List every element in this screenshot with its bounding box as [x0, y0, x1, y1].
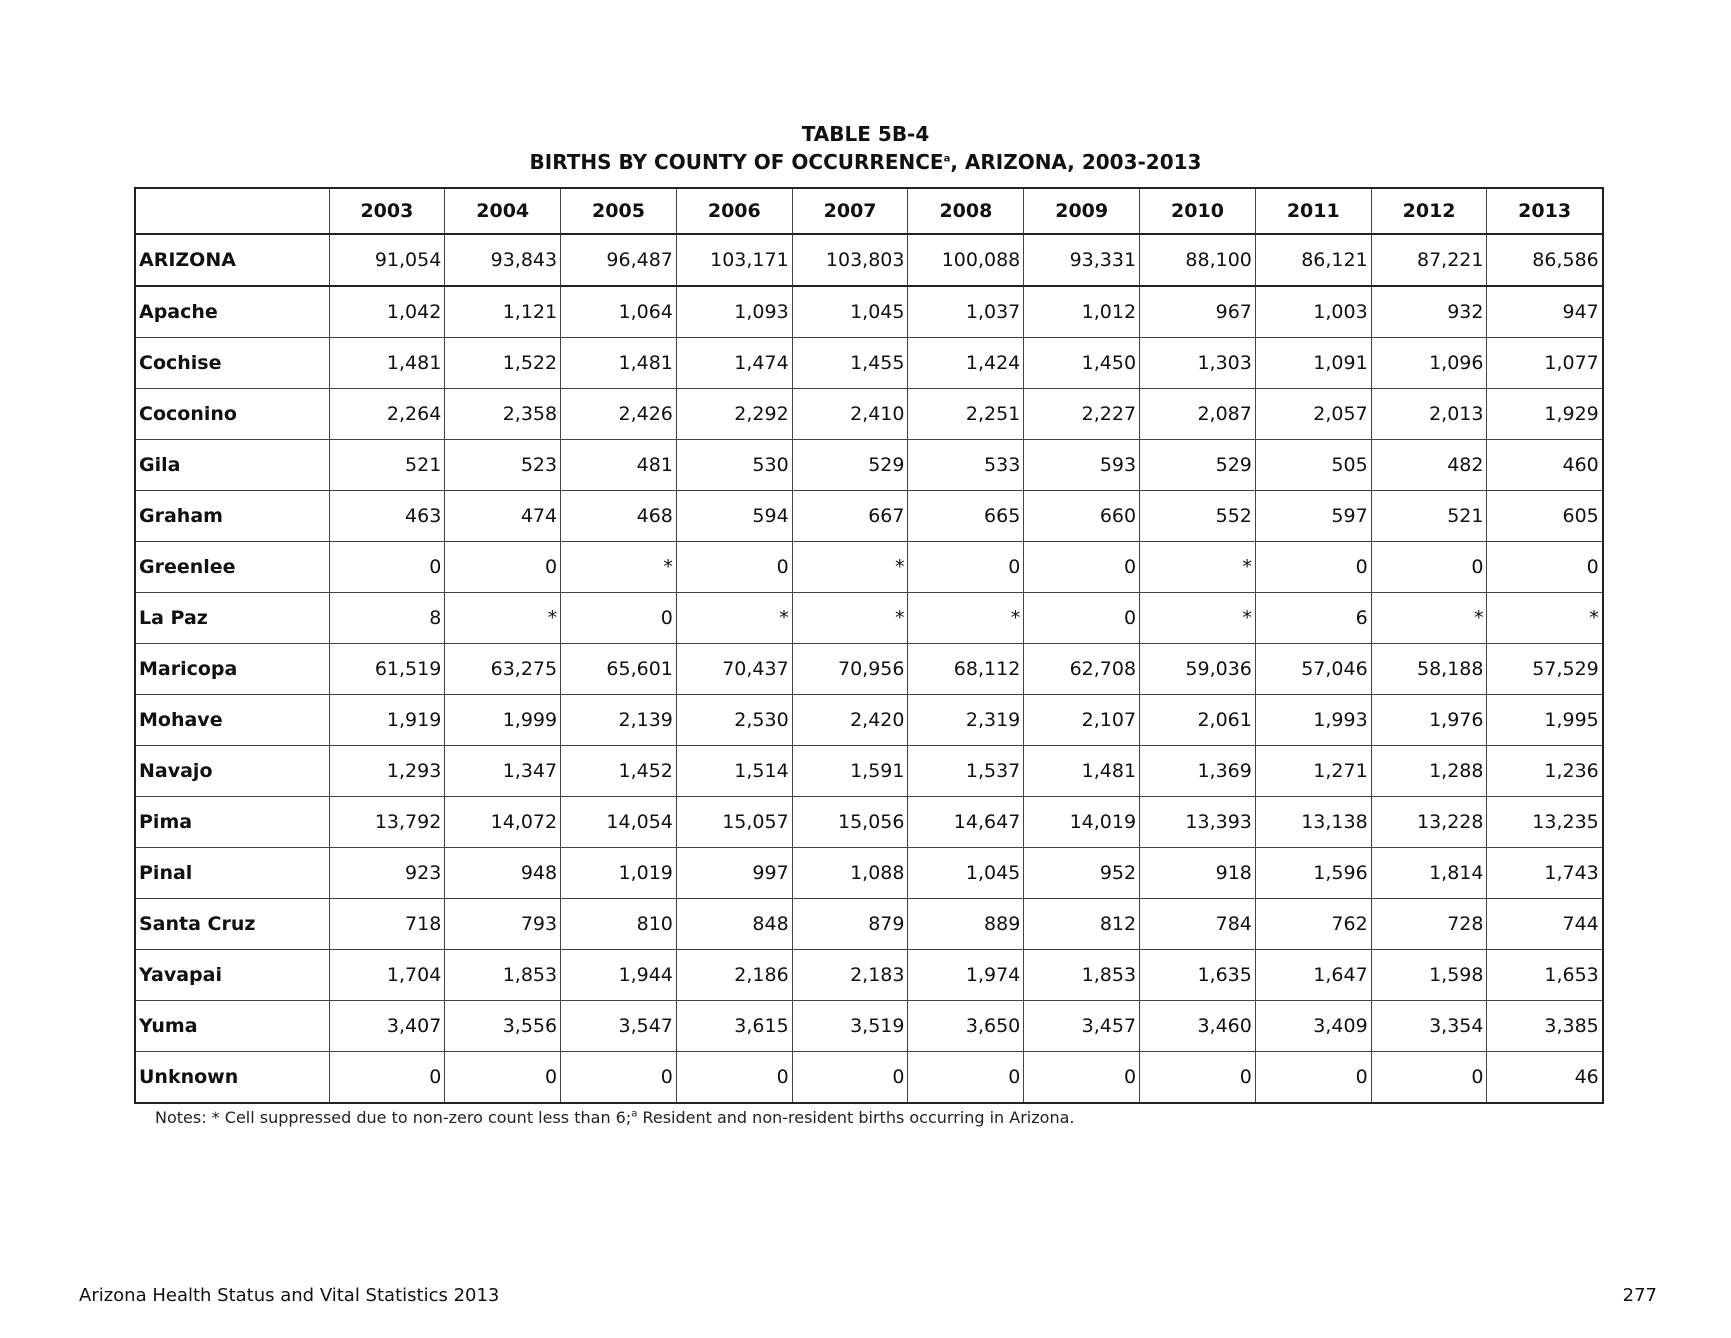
births-table — [134, 187, 1604, 1104]
birth-count-cell: 1,993 — [1255, 695, 1371, 746]
county-name: Cochise — [135, 338, 329, 389]
birth-count-cell: 1,995 — [1487, 695, 1603, 746]
county-name: Pima — [135, 797, 329, 848]
birth-count-cell: 0 — [1487, 542, 1603, 593]
birth-count-cell: 3,457 — [1024, 1001, 1140, 1052]
birth-count-cell: 597 — [1255, 491, 1371, 542]
birth-count-cell: 1,455 — [792, 338, 908, 389]
birth-count-cell: 0 — [1371, 1052, 1487, 1104]
birth-count-cell: 15,057 — [676, 797, 792, 848]
column-header-year: 2003 — [329, 188, 445, 234]
birth-count-cell: 96,487 — [561, 234, 677, 286]
birth-count-cell: 0 — [676, 1052, 792, 1104]
column-header-year: 2007 — [792, 188, 908, 234]
table-row — [135, 542, 1603, 593]
birth-count-cell: 1,037 — [908, 286, 1024, 338]
birth-count-cell: 594 — [676, 491, 792, 542]
caption-footnote-marker: a — [943, 153, 951, 165]
county-name: Coconino — [135, 389, 329, 440]
county-name: Greenlee — [135, 542, 329, 593]
birth-count-cell: 728 — [1371, 899, 1487, 950]
birth-count-cell: 1,303 — [1140, 338, 1256, 389]
birth-count-cell: 1,481 — [561, 338, 677, 389]
birth-count-cell: 1,369 — [1140, 746, 1256, 797]
county-name: Navajo — [135, 746, 329, 797]
birth-count-cell: 57,529 — [1487, 644, 1603, 695]
birth-count-cell: 70,956 — [792, 644, 908, 695]
birth-count-cell: 1,596 — [1255, 848, 1371, 899]
birth-count-cell: 13,228 — [1371, 797, 1487, 848]
table-row — [135, 338, 1603, 389]
birth-count-cell: 13,792 — [329, 797, 445, 848]
birth-count-cell: 1,042 — [329, 286, 445, 338]
state-label: ARIZONA — [135, 234, 329, 286]
birth-count-cell: 848 — [676, 899, 792, 950]
birth-count-cell: 62,708 — [1024, 644, 1140, 695]
birth-count-cell: 2,319 — [908, 695, 1024, 746]
birth-count-cell: 46 — [1487, 1052, 1603, 1104]
birth-count-cell: 0 — [445, 542, 561, 593]
birth-count-cell: 0 — [1255, 542, 1371, 593]
birth-count-cell: 1,093 — [676, 286, 792, 338]
birth-count-cell: * — [792, 542, 908, 593]
birth-count-cell: 2,183 — [792, 950, 908, 1001]
birth-count-cell: * — [1140, 542, 1256, 593]
birth-count-cell: 14,072 — [445, 797, 561, 848]
notes-text: Notes: * Cell suppressed due to non-zero count less than 6; — [155, 1108, 632, 1127]
birth-count-cell: 1,653 — [1487, 950, 1603, 1001]
column-header-year: 2010 — [1140, 188, 1256, 234]
birth-count-cell: 529 — [1140, 440, 1256, 491]
birth-count-cell: 1,064 — [561, 286, 677, 338]
corner-cell — [135, 188, 329, 234]
footer-publication: Arizona Health Status and Vital Statistics 2013 — [79, 1285, 500, 1306]
birth-count-cell: * — [792, 593, 908, 644]
birth-count-cell: 810 — [561, 899, 677, 950]
column-header-year: 2008 — [908, 188, 1024, 234]
birth-count-cell: 0 — [1024, 1052, 1140, 1104]
birth-count-cell: 58,188 — [1371, 644, 1487, 695]
birth-count-cell: 0 — [908, 1052, 1024, 1104]
birth-count-cell: 1,003 — [1255, 286, 1371, 338]
column-header-year: 2009 — [1024, 188, 1140, 234]
table-row — [135, 848, 1603, 899]
birth-count-cell: 1,974 — [908, 950, 1024, 1001]
birth-count-cell: 1,450 — [1024, 338, 1140, 389]
birth-count-cell: 1,919 — [329, 695, 445, 746]
birth-count-cell: 93,331 — [1024, 234, 1140, 286]
table-caption — [0, 148, 1731, 176]
column-header-year: 2011 — [1255, 188, 1371, 234]
birth-count-cell: 1,019 — [561, 848, 677, 899]
county-name: Mohave — [135, 695, 329, 746]
birth-count-cell: 2,061 — [1140, 695, 1256, 746]
birth-count-cell: 1,944 — [561, 950, 677, 1001]
table-row — [135, 491, 1603, 542]
birth-count-cell: 3,547 — [561, 1001, 677, 1052]
birth-count-cell: 952 — [1024, 848, 1140, 899]
birth-count-cell: 0 — [329, 1052, 445, 1104]
birth-count-cell: 1,976 — [1371, 695, 1487, 746]
birth-count-cell: * — [1371, 593, 1487, 644]
birth-count-cell: 463 — [329, 491, 445, 542]
birth-count-cell: 0 — [676, 542, 792, 593]
birth-count-cell: 57,046 — [1255, 644, 1371, 695]
birth-count-cell: 997 — [676, 848, 792, 899]
table-row — [135, 644, 1603, 695]
birth-count-cell: 793 — [445, 899, 561, 950]
birth-count-cell: 1,121 — [445, 286, 561, 338]
column-header-year: 2005 — [561, 188, 677, 234]
table-row — [135, 1052, 1603, 1104]
birth-count-cell: 2,251 — [908, 389, 1024, 440]
birth-count-cell: 1,045 — [792, 286, 908, 338]
table-body — [135, 234, 1603, 1103]
birth-count-cell: 2,292 — [676, 389, 792, 440]
birth-count-cell: 552 — [1140, 491, 1256, 542]
birth-count-cell: 2,057 — [1255, 389, 1371, 440]
birth-count-cell: 3,556 — [445, 1001, 561, 1052]
birth-count-cell: * — [908, 593, 1024, 644]
birth-count-cell: 2,186 — [676, 950, 792, 1001]
county-name: Pinal — [135, 848, 329, 899]
birth-count-cell: 3,354 — [1371, 1001, 1487, 1052]
table-row — [135, 950, 1603, 1001]
birth-count-cell: 948 — [445, 848, 561, 899]
birth-count-cell: 468 — [561, 491, 677, 542]
state-total-row — [135, 234, 1603, 286]
birth-count-cell: 1,598 — [1371, 950, 1487, 1001]
birth-count-cell: 2,410 — [792, 389, 908, 440]
birth-count-cell: 3,460 — [1140, 1001, 1256, 1052]
column-header-year: 2004 — [445, 188, 561, 234]
county-name: Unknown — [135, 1052, 329, 1104]
birth-count-cell: 59,036 — [1140, 644, 1256, 695]
birth-count-cell: 87,221 — [1371, 234, 1487, 286]
birth-count-cell: 86,121 — [1255, 234, 1371, 286]
birth-count-cell: 0 — [1371, 542, 1487, 593]
birth-count-cell: 0 — [445, 1052, 561, 1104]
birth-count-cell: 1,481 — [1024, 746, 1140, 797]
birth-count-cell: 63,275 — [445, 644, 561, 695]
birth-count-cell: 967 — [1140, 286, 1256, 338]
notes-text-2: Resident and non-resident births occurring in Arizona. — [637, 1108, 1075, 1127]
birth-count-cell: 744 — [1487, 899, 1603, 950]
birth-count-cell: 13,235 — [1487, 797, 1603, 848]
birth-count-cell: 1,474 — [676, 338, 792, 389]
table-row — [135, 389, 1603, 440]
birth-count-cell: 61,519 — [329, 644, 445, 695]
birth-count-cell: 2,358 — [445, 389, 561, 440]
birth-count-cell: 0 — [792, 1052, 908, 1104]
table-row — [135, 899, 1603, 950]
birth-count-cell: 3,409 — [1255, 1001, 1371, 1052]
column-header-year: 2012 — [1371, 188, 1487, 234]
birth-count-cell: 93,843 — [445, 234, 561, 286]
birth-count-cell: 2,227 — [1024, 389, 1140, 440]
birth-count-cell: * — [445, 593, 561, 644]
birth-count-cell: 1,522 — [445, 338, 561, 389]
birth-count-cell: 0 — [561, 1052, 677, 1104]
birth-count-cell: 68,112 — [908, 644, 1024, 695]
table-row — [135, 440, 1603, 491]
birth-count-cell: 14,647 — [908, 797, 1024, 848]
birth-count-cell: 3,615 — [676, 1001, 792, 1052]
birth-count-cell: 474 — [445, 491, 561, 542]
birth-count-cell: 13,393 — [1140, 797, 1256, 848]
birth-count-cell: 1,347 — [445, 746, 561, 797]
birth-count-cell: * — [676, 593, 792, 644]
header-row — [135, 188, 1603, 234]
birth-count-cell: 1,635 — [1140, 950, 1256, 1001]
birth-count-cell: 91,054 — [329, 234, 445, 286]
birth-count-cell: 1,647 — [1255, 950, 1371, 1001]
county-name: Yuma — [135, 1001, 329, 1052]
county-name: Yavapai — [135, 950, 329, 1001]
birth-count-cell: 889 — [908, 899, 1024, 950]
table-row — [135, 746, 1603, 797]
caption-suffix: , ARIZONA, 2003-2013 — [950, 150, 1202, 174]
birth-count-cell: 103,803 — [792, 234, 908, 286]
birth-count-cell: 1,481 — [329, 338, 445, 389]
birth-count-cell: 530 — [676, 440, 792, 491]
birth-count-cell: 3,407 — [329, 1001, 445, 1052]
birth-count-cell: 667 — [792, 491, 908, 542]
table-notes — [155, 1108, 1074, 1127]
birth-count-cell: 2,264 — [329, 389, 445, 440]
birth-count-cell: 523 — [445, 440, 561, 491]
birth-count-cell: 103,171 — [676, 234, 792, 286]
birth-count-cell: 521 — [329, 440, 445, 491]
birth-count-cell: 8 — [329, 593, 445, 644]
birth-count-cell: 1,077 — [1487, 338, 1603, 389]
birth-count-cell: 1,452 — [561, 746, 677, 797]
birth-count-cell: 1,537 — [908, 746, 1024, 797]
birth-count-cell: 784 — [1140, 899, 1256, 950]
birth-count-cell: 1,293 — [329, 746, 445, 797]
birth-count-cell: * — [1140, 593, 1256, 644]
birth-count-cell: 481 — [561, 440, 677, 491]
table-row — [135, 593, 1603, 644]
birth-count-cell: 0 — [1024, 593, 1140, 644]
birth-count-cell: 1,853 — [1024, 950, 1140, 1001]
county-name: Santa Cruz — [135, 899, 329, 950]
birth-count-cell: 605 — [1487, 491, 1603, 542]
birth-count-cell: * — [561, 542, 677, 593]
birth-count-cell: 1,514 — [676, 746, 792, 797]
birth-count-cell: 86,586 — [1487, 234, 1603, 286]
birth-count-cell: 1,091 — [1255, 338, 1371, 389]
birth-count-cell: 2,530 — [676, 695, 792, 746]
birth-count-cell: 1,743 — [1487, 848, 1603, 899]
birth-count-cell: 460 — [1487, 440, 1603, 491]
birth-count-cell: 521 — [1371, 491, 1487, 542]
birth-count-cell: 0 — [561, 593, 677, 644]
caption-main: BIRTHS BY COUNTY OF OCCURRENCE — [529, 150, 944, 174]
birth-count-cell: 2,420 — [792, 695, 908, 746]
table-row — [135, 1001, 1603, 1052]
birth-count-cell: 1,424 — [908, 338, 1024, 389]
notes-footnote-marker: a — [631, 1108, 638, 1120]
birth-count-cell: 932 — [1371, 286, 1487, 338]
table-number: TABLE 5B-4 — [801, 122, 930, 146]
birth-count-cell: 2,139 — [561, 695, 677, 746]
birth-count-cell: 1,853 — [445, 950, 561, 1001]
birth-count-cell: * — [1487, 593, 1603, 644]
birth-count-cell: 947 — [1487, 286, 1603, 338]
birth-count-cell: 65,601 — [561, 644, 677, 695]
birth-count-cell: 0 — [1140, 1052, 1256, 1104]
birth-count-cell: 762 — [1255, 899, 1371, 950]
birth-count-cell: 1,814 — [1371, 848, 1487, 899]
birth-count-cell: 0 — [908, 542, 1024, 593]
birth-count-cell: 593 — [1024, 440, 1140, 491]
birth-count-cell: 1,929 — [1487, 389, 1603, 440]
birth-count-cell: 0 — [329, 542, 445, 593]
county-name: Maricopa — [135, 644, 329, 695]
birth-count-cell: 665 — [908, 491, 1024, 542]
birth-count-cell: 70,437 — [676, 644, 792, 695]
column-header-year: 2013 — [1487, 188, 1603, 234]
birth-count-cell: 1,088 — [792, 848, 908, 899]
birth-count-cell: 2,013 — [1371, 389, 1487, 440]
birth-count-cell: 14,019 — [1024, 797, 1140, 848]
birth-count-cell: 660 — [1024, 491, 1140, 542]
column-header-year: 2006 — [676, 188, 792, 234]
birth-count-cell: 2,107 — [1024, 695, 1140, 746]
birth-count-cell: 533 — [908, 440, 1024, 491]
table-row — [135, 797, 1603, 848]
table-title — [0, 120, 1731, 176]
birth-count-cell: 1,999 — [445, 695, 561, 746]
birth-count-cell: 879 — [792, 899, 908, 950]
birth-count-cell: 1,045 — [908, 848, 1024, 899]
birth-count-cell: 0 — [1024, 542, 1140, 593]
birth-count-cell: 2,087 — [1140, 389, 1256, 440]
birth-count-cell: 15,056 — [792, 797, 908, 848]
birth-count-cell: 1,012 — [1024, 286, 1140, 338]
birth-count-cell: 1,271 — [1255, 746, 1371, 797]
birth-count-cell: 13,138 — [1255, 797, 1371, 848]
table-row — [135, 695, 1603, 746]
county-name: La Paz — [135, 593, 329, 644]
birth-count-cell: 1,096 — [1371, 338, 1487, 389]
county-name: Graham — [135, 491, 329, 542]
birth-count-cell: 1,591 — [792, 746, 908, 797]
county-name: Gila — [135, 440, 329, 491]
birth-count-cell: 6 — [1255, 593, 1371, 644]
birth-count-cell: 1,704 — [329, 950, 445, 1001]
birth-count-cell: 3,650 — [908, 1001, 1024, 1052]
birth-count-cell: 2,426 — [561, 389, 677, 440]
county-name: Apache — [135, 286, 329, 338]
birth-count-cell: 918 — [1140, 848, 1256, 899]
birth-count-cell: 1,236 — [1487, 746, 1603, 797]
birth-count-cell: 14,054 — [561, 797, 677, 848]
birth-count-cell: 529 — [792, 440, 908, 491]
footer-page-number: 277 — [1622, 1285, 1657, 1306]
birth-count-cell: 3,519 — [792, 1001, 908, 1052]
table-row — [135, 286, 1603, 338]
birth-count-cell: 812 — [1024, 899, 1140, 950]
birth-count-cell: 88,100 — [1140, 234, 1256, 286]
birth-count-cell: 505 — [1255, 440, 1371, 491]
birth-count-cell: 482 — [1371, 440, 1487, 491]
birth-count-cell: 0 — [1255, 1052, 1371, 1104]
birth-count-cell: 1,288 — [1371, 746, 1487, 797]
birth-count-cell: 923 — [329, 848, 445, 899]
birth-count-cell: 3,385 — [1487, 1001, 1603, 1052]
birth-count-cell: 100,088 — [908, 234, 1024, 286]
birth-count-cell: 718 — [329, 899, 445, 950]
